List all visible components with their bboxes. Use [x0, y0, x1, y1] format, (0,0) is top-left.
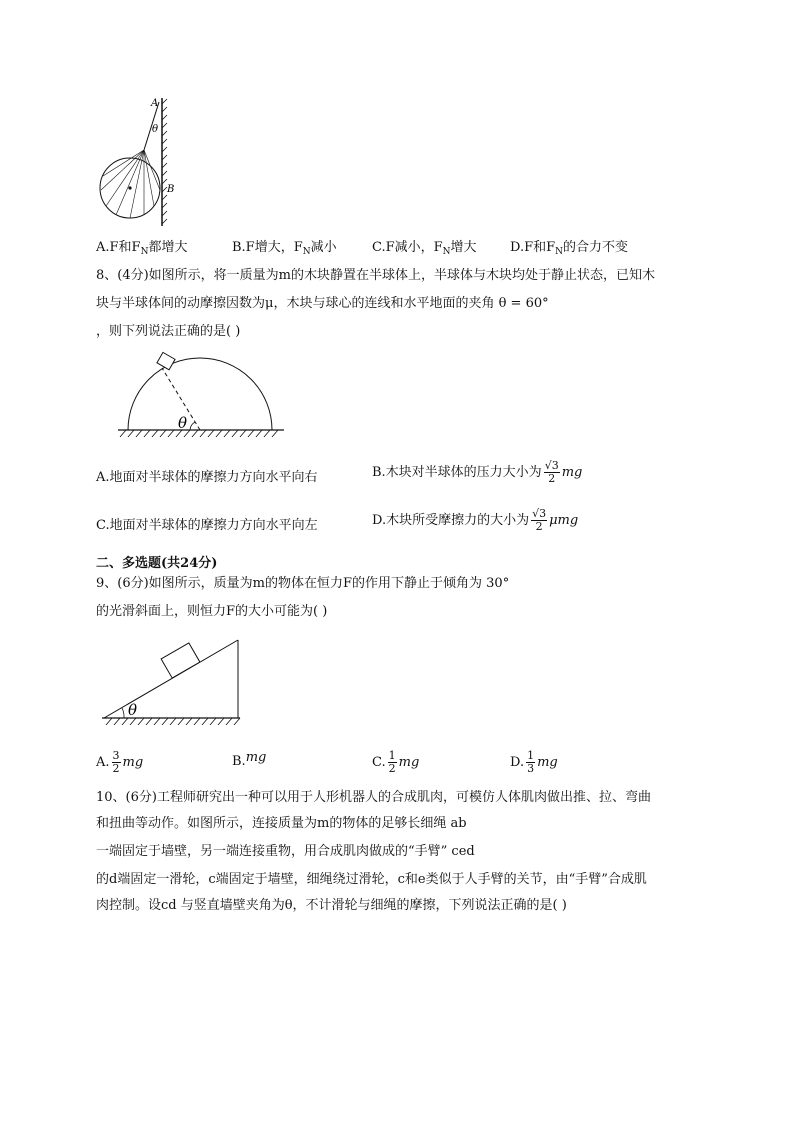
q7-option-d: D.F和$F_N$的合力不变 — [510, 240, 629, 257]
q9-stem-line1: 9、(6分)如图所示，质量为m的物体在恒力F的作用下静止于倾角为 30° — [96, 576, 510, 591]
q10-stem-line4: 的d端固定一滑轮，c端固定于墙壁，细绳绕过滑轮，c和e类似于人手臂的关节，由“手臂”合成肌 — [96, 872, 647, 887]
q9-stem-line2: 的光滑斜面上，则恒力F的大小可能为( ) — [96, 604, 328, 619]
q7-label-b: B — [167, 184, 175, 195]
q8-option-c: C.地面对半球体的摩擦力方向水平向左 — [96, 518, 318, 533]
q9-figure — [100, 638, 245, 728]
q7-figure — [96, 90, 196, 230]
q7-option-b: B.F增大，$F_N$减小 — [232, 240, 337, 257]
q8-figure — [116, 348, 288, 440]
q7-label-theta: θ — [152, 124, 159, 135]
q9-option-d: D. $\frac{1}{3}$ mg — [510, 749, 558, 775]
q9-option-a: A. $\frac{3}{2}$ mg — [96, 749, 144, 775]
section-2-title: 二、多选题(共24分) — [96, 556, 218, 571]
q9-option-c: C. $\frac{1}{2}$ mg — [372, 749, 420, 775]
q10-stem-line5: 肉控制。设cd 与竖直墙壁夹角为θ，不计滑轮与细绳的摩擦，下列说法正确的是( ) — [96, 898, 567, 913]
q8-stem-line2: 块与半球体间的动摩擦因数为μ，木块与球心的连线和水平地面的夹角 θ = 60° — [96, 296, 549, 311]
q7-label-a: A — [151, 98, 159, 109]
q9-option-b: B.mg — [232, 750, 267, 769]
q10-stem-line2: 和扭曲等动作。如图所示，连接质量为m的物体的足够长细绳 ab — [96, 816, 467, 831]
q7-option-a: A.F和$F_N$都增大 — [96, 240, 188, 257]
q8-stem-line3: ，则下列说法正确的是( ) — [96, 324, 241, 339]
q8-label-theta: θ — [178, 414, 188, 432]
q7-option-c: C.F减小，$F_N$增大 — [372, 240, 477, 257]
q10-stem-line3: 一端固定于墙壁，另一端连接重物，用合成肌肉做成的“手臂” ced — [96, 844, 475, 859]
q8-option-a: A.地面对半球体的摩擦力方向水平向右 — [96, 470, 318, 485]
q8-option-b: B.木块对半球体的压力大小为 $\frac{√3}{2}$ mg — [372, 459, 583, 485]
q8-stem-line1: 8、(4分)如图所示，将一质量为m的木块静置在半球体上，半球体与木块均处于静止状态，已知木 — [96, 268, 656, 283]
q8-option-d: D.木块所受摩擦力的大小为 $\frac{√3}{2}$ μmg — [372, 507, 579, 533]
q10-stem-line1: 10、(6分)工程师研究出一种可以用于人形机器人的合成肌肉，可模仿人体肌肉做出推、拉、弯曲 — [96, 790, 651, 805]
q9-label-theta: θ — [128, 701, 138, 719]
